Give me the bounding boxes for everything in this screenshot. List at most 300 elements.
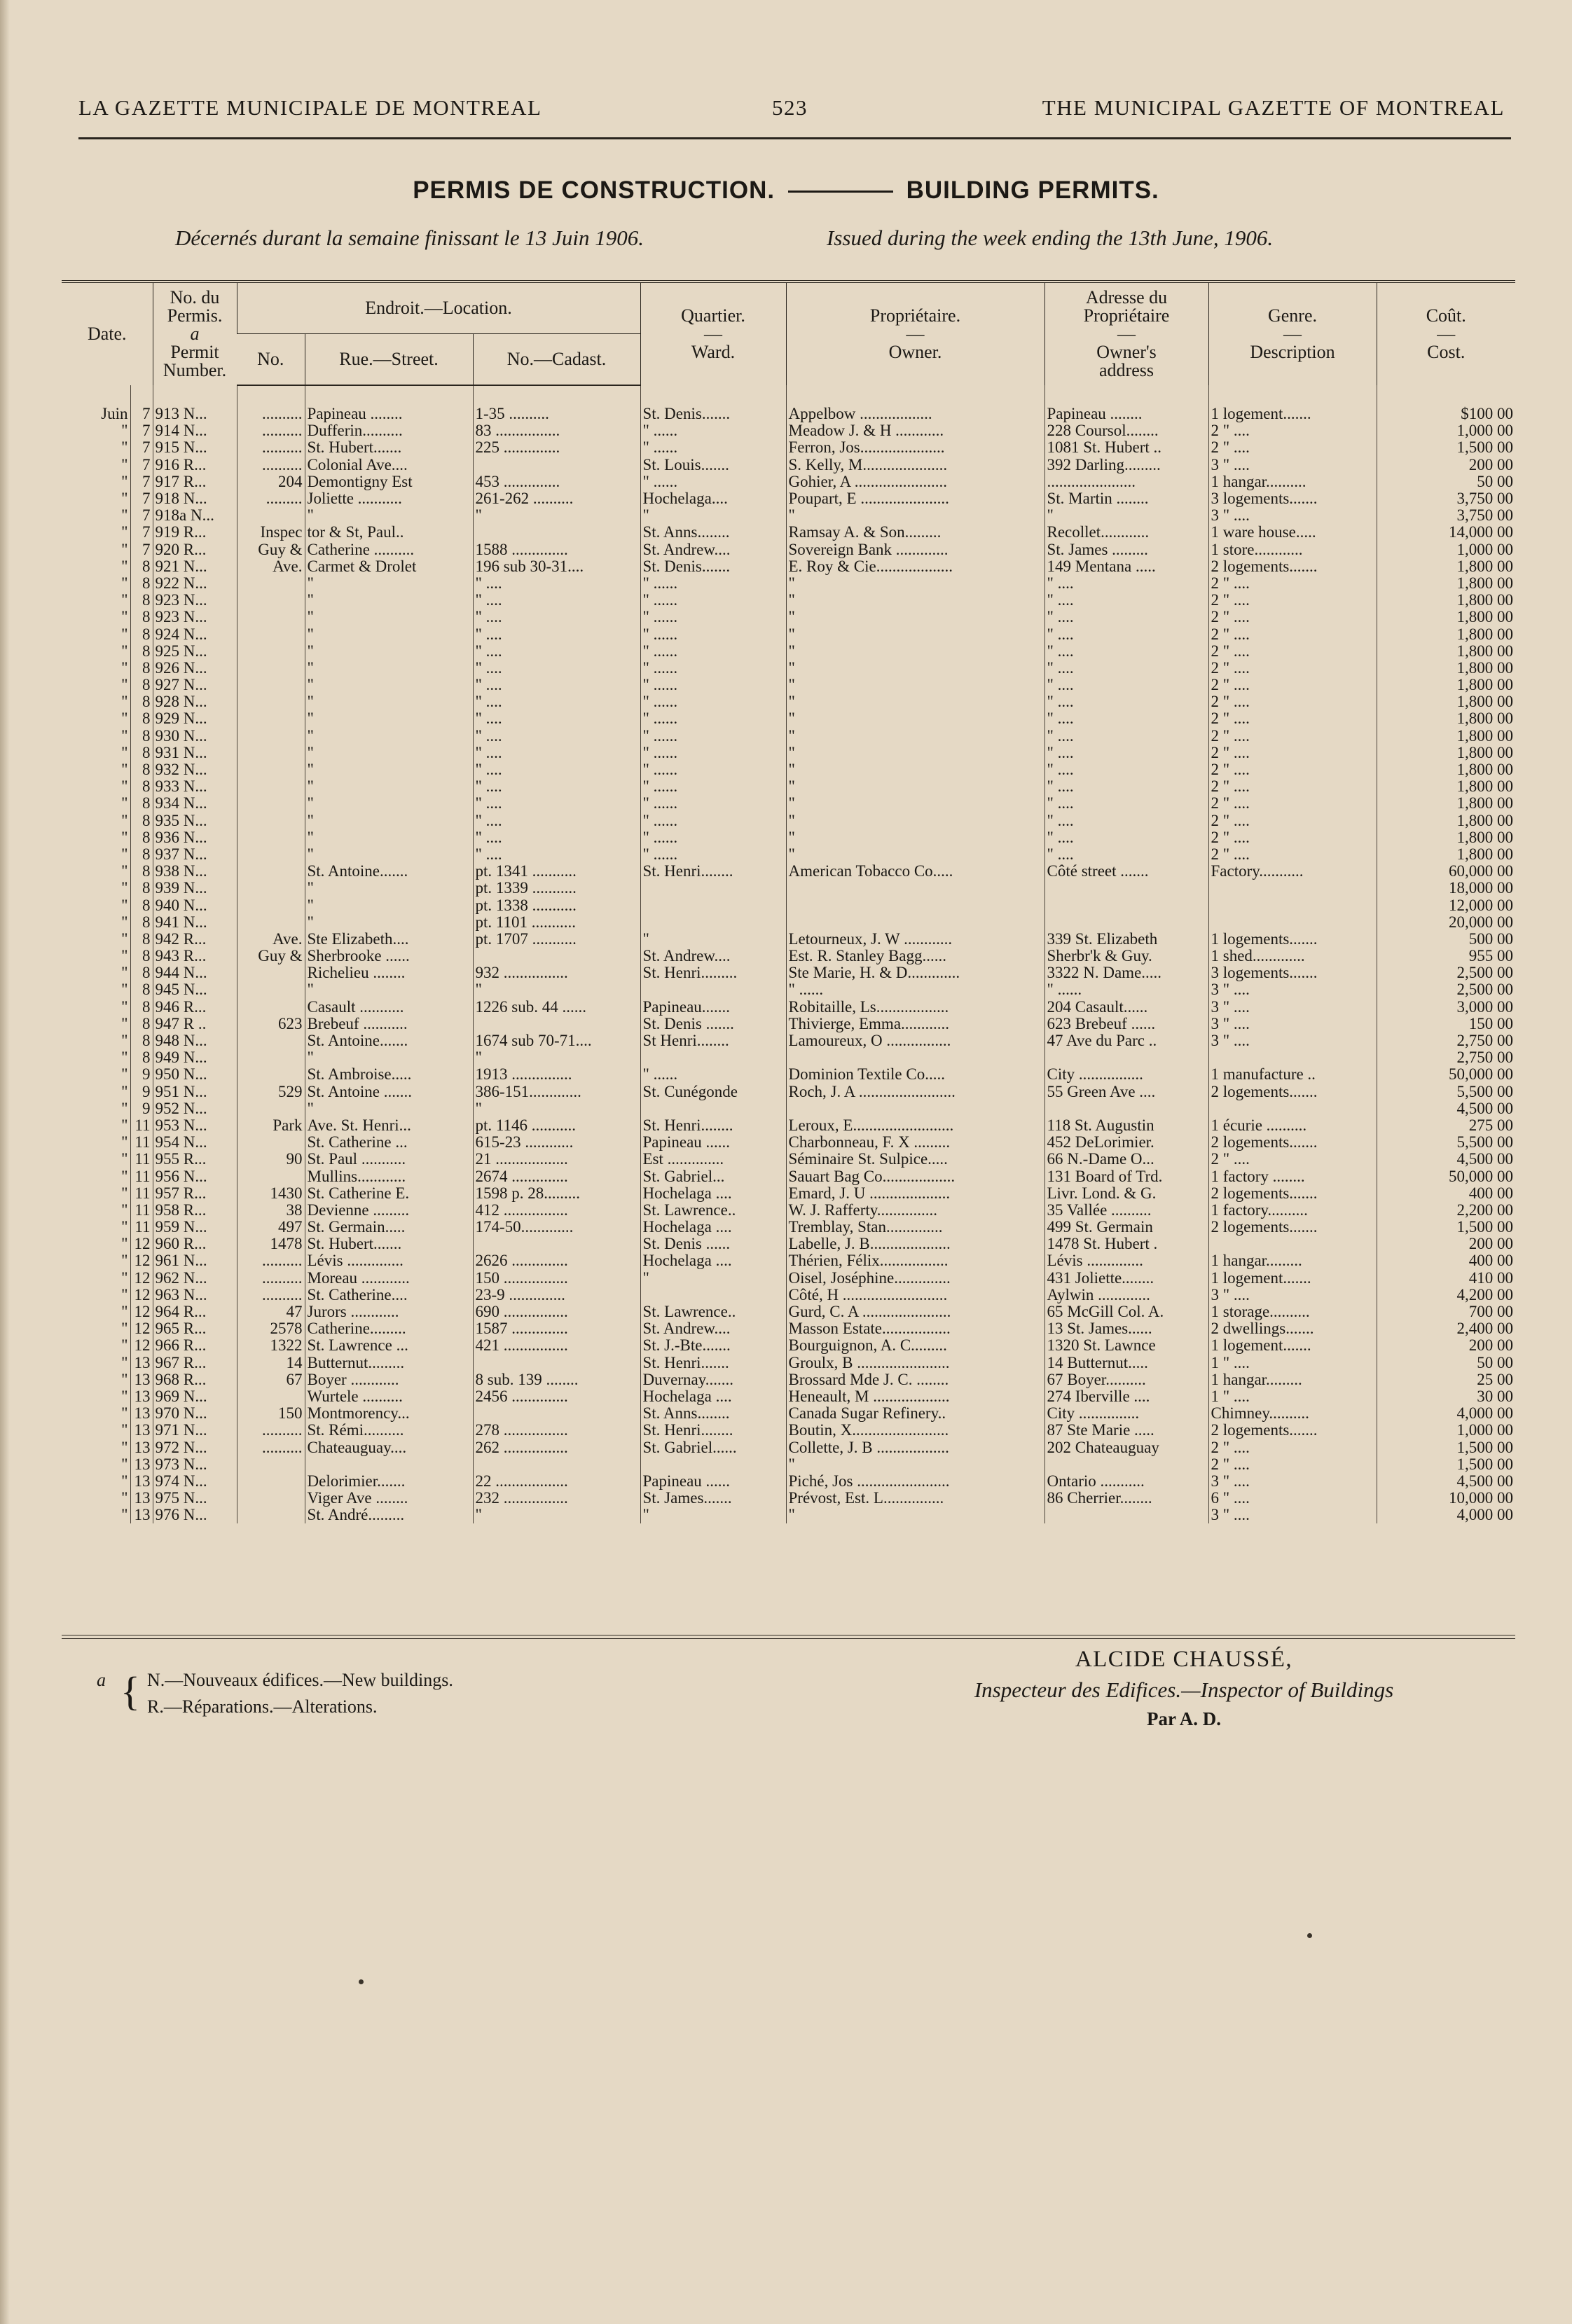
cell-street: " [305,625,473,642]
cell-cost: 25 00 [1377,1371,1515,1388]
cell-permit: 919 R... [153,524,237,541]
table-row [62,1134,1515,1151]
cell-genre: 3 logements....... [1208,964,1377,981]
cell-no [237,897,305,913]
cell-ward: " ...... [640,660,786,677]
cell-street: St. Catherine E. [305,1185,473,1202]
cell-cost: 12,000 00 [1377,897,1515,913]
cell-date: " [121,913,128,931]
cell-address: 67 Boyer.......... [1044,1371,1208,1388]
cell-no: 497 [237,1219,305,1236]
cell-cost: 1,800 00 [1377,778,1515,795]
cell-ward: " [640,1270,786,1287]
cell-cadast: " .... [473,778,640,795]
cell-street: Jurors ............ [305,1303,473,1320]
cell-permit: 933 N... [153,778,237,795]
cell-ward: St. Henri........ [640,863,786,880]
cell-street: " [305,846,473,863]
cell-owner: Boutin, X........................ [786,1422,1044,1439]
cell-cost: 2,500 00 [1377,964,1515,981]
cell-cost: 1,800 00 [1377,625,1515,642]
col-permit-line5: Number. [163,360,227,380]
cell-owner: E. Roy & Cie................... [786,558,1044,575]
cell-address: St. Martin ........ [1044,490,1208,507]
cell-genre: 1 shed............. [1208,948,1377,964]
cell-owner: Charbonneau, F. X ......... [786,1134,1044,1151]
cell-ward: " ...... [640,439,786,456]
cell-no: ......... [237,490,305,507]
cell-address: ...................... [1044,473,1208,490]
cell-no [237,1490,305,1507]
cell-street: St. Germain..... [305,1219,473,1236]
cell-cadast: pt. 1338 ........... [473,897,640,913]
cell-address: Recollet............ [1044,524,1208,541]
table-row [62,1388,1515,1405]
table-row [62,761,1515,778]
table-row [62,778,1515,795]
cell-cost: 10,000 00 [1377,1490,1515,1507]
cell-address: 1478 St. Hubert . [1044,1236,1208,1252]
cell-cost: 2,500 00 [1377,981,1515,998]
cell-street [305,1456,473,1473]
cell-date: " [121,456,128,473]
cell-day: 13 [130,1405,153,1422]
cell-cost: 1,000 00 [1377,1422,1515,1439]
cell-owner: Canada Sugar Refinery.. [786,1405,1044,1422]
cell-owner: Leroux, E......................... [786,1117,1044,1134]
cell-genre: 2 " .... [1208,812,1377,829]
cell-permit: 914 N... [153,422,237,439]
cell-ward: " ...... [640,592,786,609]
cell-day: 8 [130,761,153,778]
cell-cost: $100 00 [1377,385,1515,422]
cell-ward: St. Andrew.... [640,541,786,558]
cell-street: St. Antoine....... [305,863,473,880]
cell-address: Lévis .............. [1044,1252,1208,1269]
cell-no [237,677,305,693]
table-row [62,457,1515,473]
cell-address [1044,1100,1208,1117]
cell-owner: " [786,575,1044,592]
cell-address: 623 Brebeuf ...... [1044,1016,1208,1032]
cell-cost: 500 00 [1377,931,1515,948]
cell-address: 149 Mentana ..... [1044,558,1208,575]
cell-day: 12 [130,1303,153,1320]
legend-alterations: R.—Réparations.—Alterations. [147,1696,378,1717]
cell-cost: 4,500 00 [1377,1100,1515,1117]
cell-date: " [121,1507,128,1524]
cell-no: 623 [237,1016,305,1032]
cell-street: St. Catherine.... [305,1287,473,1303]
cell-day: 13 [130,1355,153,1371]
cell-day: 13 [130,1422,153,1439]
cell-no [237,999,305,1016]
cell-genre: 3 " .... [1208,1473,1377,1490]
cell-genre: 1 storage.......... [1208,1303,1377,1320]
cell-cadast: " .... [473,660,640,677]
cell-date: " [121,778,128,796]
cell-no [237,660,305,677]
cell-cadast: 225 .............. [473,439,640,456]
cell-permit: 945 N... [153,981,237,998]
col-cost [1377,282,1515,385]
cell-permit: 929 N... [153,710,237,727]
cell-permit: 964 R... [153,1303,237,1320]
table-bottom-rule [62,1635,1515,1639]
cell-permit: 942 R... [153,931,237,948]
cell-no: .......... [237,385,305,422]
cell-owner: " [786,625,1044,642]
cell-date: " [121,1320,128,1338]
cell-cost: 4,000 00 [1377,1507,1515,1523]
cell-genre: 3 " .... [1208,457,1377,473]
cell-cadast: " .... [473,677,640,693]
legend-new-buildings: N.—Nouveaux édifices.—New buildings. [147,1670,453,1690]
cell-cost: 200 00 [1377,457,1515,473]
cell-date: " [121,948,128,965]
cell-genre: 2 " .... [1208,609,1377,625]
cell-owner: " [786,677,1044,693]
cell-cadast: pt. 1341 ........... [473,863,640,880]
cell-day: 8 [130,710,153,727]
table-row [62,609,1515,625]
cell-permit: 976 N... [153,1507,237,1523]
cell-owner: Dominion Textile Co..... [786,1066,1044,1083]
cell-street: " [305,880,473,897]
cell-date: " [121,1286,128,1303]
table-row [62,1202,1515,1219]
cell-genre: 3 " .... [1208,981,1377,998]
col-owner-line1: Propriétaire. [869,305,961,326]
cell-address: " .... [1044,795,1208,812]
cell-date: " [121,845,128,863]
cell-day: 7 [130,439,153,456]
cell-address: 35 Vallée .......... [1044,1202,1208,1219]
cell-genre [1208,914,1377,931]
cell-street: " [305,710,473,727]
cell-cadast: 932 ................ [473,964,640,981]
cell-ward: " [640,1507,786,1523]
cell-owner: " [786,643,1044,660]
cell-permit: 940 N... [153,897,237,913]
cell-cadast [473,948,640,964]
title-english: BUILDING PERMITS. [906,177,1159,204]
cell-day: 12 [130,1337,153,1354]
cell-cadast: 421 ................ [473,1337,640,1354]
cell-cost: 50,000 00 [1377,1168,1515,1184]
cell-day: 8 [130,558,153,575]
table-row [62,1219,1515,1236]
table-row [62,964,1515,981]
cell-cost: 2,750 00 [1377,1032,1515,1049]
col-ward [640,282,786,385]
cell-ward: St. Lawrence.. [640,1202,786,1219]
cell-cadast: 2674 .............. [473,1168,640,1184]
cell-date: " [121,1083,128,1100]
cell-date: " [121,592,128,609]
cell-cadast: 8 sub. 139 ........ [473,1371,640,1388]
cell-owner: Heneault, M ................... [786,1388,1044,1405]
cell-cadast [473,1355,640,1371]
cell-cost: 50,000 00 [1377,1066,1515,1083]
cell-street: Sherbrooke ...... [305,948,473,964]
cell-day: 8 [130,1049,153,1066]
table-row [62,422,1515,439]
cell-street: St. Antoine....... [305,1032,473,1049]
cell-genre: 2 " .... [1208,643,1377,660]
cell-address: " [1044,507,1208,524]
cell-cost: 4,500 00 [1377,1151,1515,1168]
cell-permit: 946 R... [153,999,237,1016]
cell-ward: " ...... [640,795,786,812]
cell-cadast: 615-23 ............ [473,1134,640,1151]
cell-cost: 1,800 00 [1377,609,1515,625]
cell-no [237,1100,305,1117]
cell-date: " [121,998,128,1016]
cell-genre: 1 écurie .......... [1208,1117,1377,1134]
cell-ward: " ...... [640,728,786,745]
cell-day: 8 [130,745,153,761]
table-row [62,1016,1515,1032]
cell-ward [640,897,786,913]
cell-date: " [121,761,128,779]
table-row [62,490,1515,507]
cell-cost: 1,800 00 [1377,761,1515,778]
cell-day: 12 [130,1252,153,1269]
cell-no [237,1134,305,1151]
cell-permit: 921 N... [153,558,237,575]
cell-genre: 2 " .... [1208,728,1377,745]
cell-day: 12 [130,1236,153,1252]
cell-ward [640,1287,786,1303]
cell-street: " [305,693,473,710]
cell-permit: 950 N... [153,1066,237,1083]
cell-ward: " ...... [640,846,786,863]
cell-no [237,1388,305,1405]
inspector-name: ALCIDE CHAUSSÉ, [1075,1647,1293,1672]
cell-owner: Piché, Jos ....................... [786,1473,1044,1490]
cell-cost: 1,000 00 [1377,541,1515,558]
cell-street: Wurtele .......... [305,1388,473,1405]
cell-permit: 932 N... [153,761,237,778]
cell-date: " [121,473,128,490]
cell-ward: St. Andrew.... [640,948,786,964]
cell-day: 9 [130,1066,153,1083]
col-owner [786,282,1044,385]
cell-ward [640,880,786,897]
header-rule [78,137,1511,139]
cell-date: " [121,422,128,440]
cell-genre: 2 " .... [1208,693,1377,710]
cell-cost: 1,800 00 [1377,812,1515,829]
cell-cost: 3,750 00 [1377,507,1515,524]
cell-owner: Côté, H .......................... [786,1287,1044,1303]
cell-cost: 1,800 00 [1377,710,1515,727]
cell-address: " .... [1044,812,1208,829]
legend-text [147,1667,453,1720]
cell-cadast [473,1016,640,1032]
table-row [62,1490,1515,1507]
cell-genre: 2 dwellings....... [1208,1320,1377,1337]
cell-permit: 944 N... [153,964,237,981]
cell-address: " .... [1044,677,1208,693]
table-row [62,795,1515,812]
cell-no [237,1066,305,1083]
table-row [62,643,1515,660]
cell-day: 8 [130,948,153,964]
cell-day: 12 [130,1320,153,1337]
cell-genre: 2 " .... [1208,422,1377,439]
cell-street: Joliette ........... [305,490,473,507]
title-french: PERMIS DE CONSTRUCTION. [413,177,775,204]
cell-permit: 934 N... [153,795,237,812]
cell-street: Carmet & Drolet [305,558,473,575]
cell-owner: Poupart, E ...................... [786,490,1044,507]
cell-ward: Est .............. [640,1151,786,1168]
cell-ward: " [640,931,786,948]
cell-owner: Gohier, A ....................... [786,473,1044,490]
cell-cadast: 1-35 .......... [473,385,640,422]
cell-owner: Bourguignon, A. C......... [786,1337,1044,1354]
col-permit-line2: Permis. [167,305,223,326]
table-row [62,1355,1515,1371]
cell-no [237,710,305,727]
cell-owner: " [786,592,1044,609]
cell-cadast [473,1456,640,1473]
cell-date: " [121,642,128,660]
cell-no [237,1049,305,1066]
cell-permit: 938 N... [153,863,237,880]
cell-address: 228 Coursol........ [1044,422,1208,439]
cell-address: 66 N.-Dame O... [1044,1151,1208,1168]
cell-permit: 954 N... [153,1134,237,1151]
cell-owner: " [786,745,1044,761]
cell-ward: Duvernay....... [640,1371,786,1388]
cell-cadast [473,524,640,541]
cell-cost: 1,800 00 [1377,829,1515,846]
cell-owner: Gurd, C. A ...................... [786,1303,1044,1320]
cell-permit: 963 N... [153,1287,237,1303]
cell-address [1044,1456,1208,1473]
cell-street: Demontigny Est [305,473,473,490]
col-owner-line2: — [906,324,925,344]
cell-permit: 951 N... [153,1084,237,1100]
cell-genre: 1 store............ [1208,541,1377,558]
cell-day: 7 [130,385,153,422]
cell-cadast: 1598 p. 28......... [473,1185,640,1202]
cell-address: " .... [1044,592,1208,609]
cell-cadast: 21 .................. [473,1151,640,1168]
cell-address: 499 St. Germain [1044,1219,1208,1236]
cell-genre [1208,1100,1377,1117]
cell-owner: Ferron, Jos..................... [786,439,1044,456]
cell-cadast: " .... [473,575,640,592]
cell-day: 9 [130,1100,153,1117]
cell-address: 431 Joliette........ [1044,1270,1208,1287]
cell-street: Mullins............ [305,1168,473,1184]
cell-cost: 3,000 00 [1377,999,1515,1016]
cell-cadast: " .... [473,745,640,761]
cell-cost: 2,200 00 [1377,1202,1515,1219]
inspector-title: Inspecteur des Edifices.—Inspector of Buildings [974,1678,1394,1702]
cell-ward: St. J.-Bte....... [640,1337,786,1354]
cell-street: Ave. St. Henri... [305,1117,473,1134]
cell-street: Brebeuf ........... [305,1016,473,1032]
cell-street: Devienne ......... [305,1202,473,1219]
page-number: 523 [772,95,808,120]
cell-permit: 937 N... [153,846,237,863]
cell-cadast: pt. 1146 ........... [473,1117,640,1134]
table-header [62,282,1515,385]
cell-ward: St. Lawrence.. [640,1303,786,1320]
cell-genre: 2 logements....... [1208,1134,1377,1151]
cell-no [237,625,305,642]
cell-street: " [305,677,473,693]
cell-cadast: 690 ................ [473,1303,640,1320]
cell-genre: 2 logements....... [1208,1185,1377,1202]
cell-ward: St. Anns........ [640,1405,786,1422]
cell-cadast: " .... [473,592,640,609]
cell-genre: 2 " .... [1208,710,1377,727]
cell-day: 8 [130,778,153,795]
table-row [62,829,1515,846]
cell-day: 7 [130,490,153,507]
cell-address: 14 Butternut..... [1044,1355,1208,1371]
cell-cost: 1,800 00 [1377,592,1515,609]
cell-address: " .... [1044,660,1208,677]
cell-owner [786,1100,1044,1117]
cell-no [237,507,305,524]
cell-day: 8 [130,964,153,981]
cell-street: " [305,575,473,592]
cell-ward: St. Henri........ [640,1117,786,1134]
cell-cadast: " .... [473,812,640,829]
cell-day: 7 [130,524,153,541]
cell-address: 13 St. James...... [1044,1320,1208,1337]
cell-date: " [121,1100,128,1117]
cell-no: 529 [237,1084,305,1100]
cell-address: " .... [1044,761,1208,778]
cell-cadast: pt. 1101 ........... [473,914,640,931]
cell-owner: Ste Marie, H. & D............. [786,964,1044,981]
cell-street: " [305,914,473,931]
cell-date: " [121,659,128,677]
cell-permit: 972 N... [153,1439,237,1455]
cell-owner: Brossard Mde J. C. ........ [786,1371,1044,1388]
cell-date: " [121,574,128,592]
cell-cadast: 22 .................. [473,1473,640,1490]
col-ward-line2: — [704,324,722,344]
table-row [62,846,1515,863]
cell-ward: Hochelaga.... [640,490,786,507]
table-row [62,1439,1515,1455]
title-dash [788,191,893,193]
cell-permit: 928 N... [153,693,237,710]
cell-cost: 400 00 [1377,1185,1515,1202]
col-ward-line1: Quartier. [681,305,745,326]
cell-owner: " [786,812,1044,829]
cell-permit: 953 N... [153,1117,237,1134]
table-row [62,914,1515,931]
col-cost-line3: Cost. [1427,342,1466,362]
cell-ward: St. Gabriel...... [640,1439,786,1455]
cell-street: St. Hubert....... [305,439,473,456]
cell-no: 204 [237,473,305,490]
cell-genre: 3 " .... [1208,999,1377,1016]
cell-address: 55 Green Ave .... [1044,1084,1208,1100]
cell-street: " [305,1100,473,1117]
cell-date: " [121,1032,128,1050]
